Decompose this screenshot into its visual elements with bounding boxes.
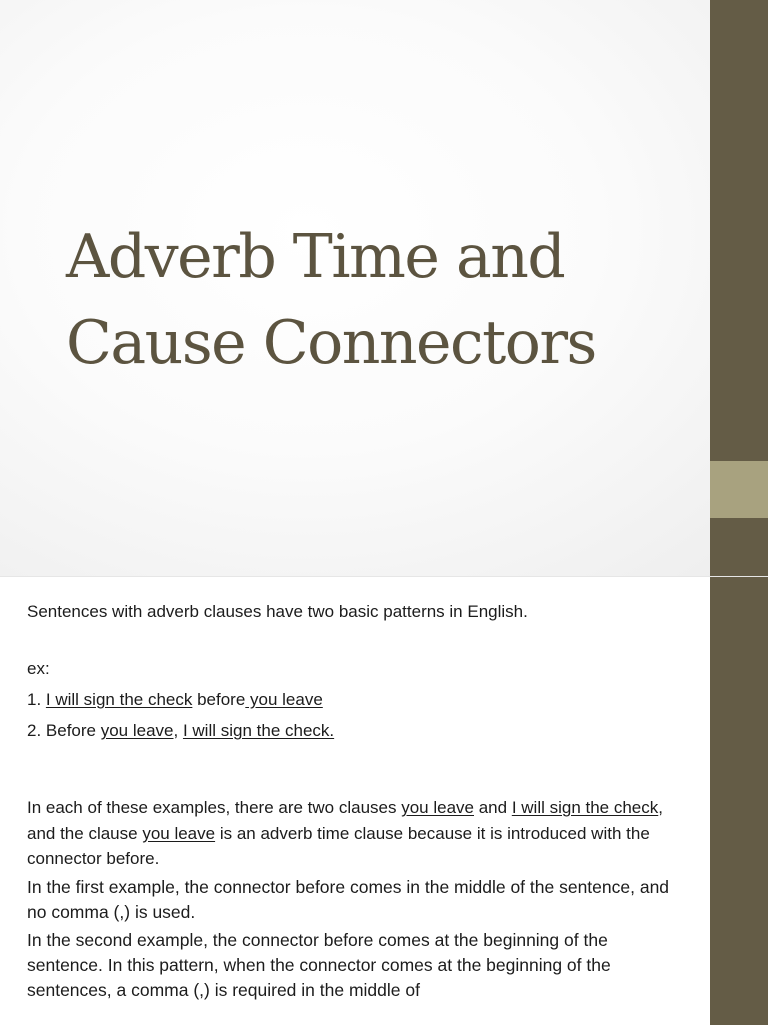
spacer (27, 749, 687, 795)
example-1-clause-adverb: you leave (245, 690, 323, 709)
example-2-clause-adverb: you leave (100, 721, 174, 740)
explanation-clause-1: you leave (401, 798, 474, 817)
explanation-text-1: In each of these examples, there are two clauses (27, 798, 402, 817)
example-2-comma: , (173, 721, 183, 740)
slide-title (66, 214, 686, 386)
intro-sentence: Sentences with adverb clauses have two basic patterns in English. (27, 602, 528, 621)
slide-title-line2: Cause Connectors (66, 308, 596, 378)
second-example-note: In the second example, the connector before comes at the beginning of the sentence. In this pattern, when the connector comes at the beginning of the sentences, a comma (,) is required in the middle of (27, 929, 611, 1000)
slide-body (27, 599, 687, 1003)
example-1-prefix: 1. (27, 690, 46, 709)
example-1-clause-main: I will sign the check (45, 690, 193, 709)
example-2-clause-main: I will sign the check. (182, 721, 335, 740)
content-slide (0, 576, 768, 1025)
explanation-clause-2: I will sign the check (511, 798, 659, 817)
explanation-text-2: and (474, 798, 512, 817)
side-decor-bar-2 (710, 577, 768, 1025)
explanation-text-3: , and the clause (27, 798, 663, 843)
example-label: ex: (27, 659, 50, 678)
example-1-connector: before (192, 690, 246, 709)
example-2-prefix: 2. Before (27, 721, 101, 740)
explanation-paragraph (27, 795, 687, 872)
first-example-note: In the first example, the connector before comes in the middle of the sentence, and no comma (,) is used. (27, 876, 670, 922)
explanation-clause-3: you leave (142, 823, 216, 843)
example-2 (27, 718, 687, 743)
example-1 (27, 687, 687, 712)
explanation-text-4: is an adverb time clause because it is introduced with the connector before. (27, 823, 650, 868)
side-decor-accent (710, 461, 768, 518)
slide-title-line1: Adverb Time and (66, 222, 565, 292)
